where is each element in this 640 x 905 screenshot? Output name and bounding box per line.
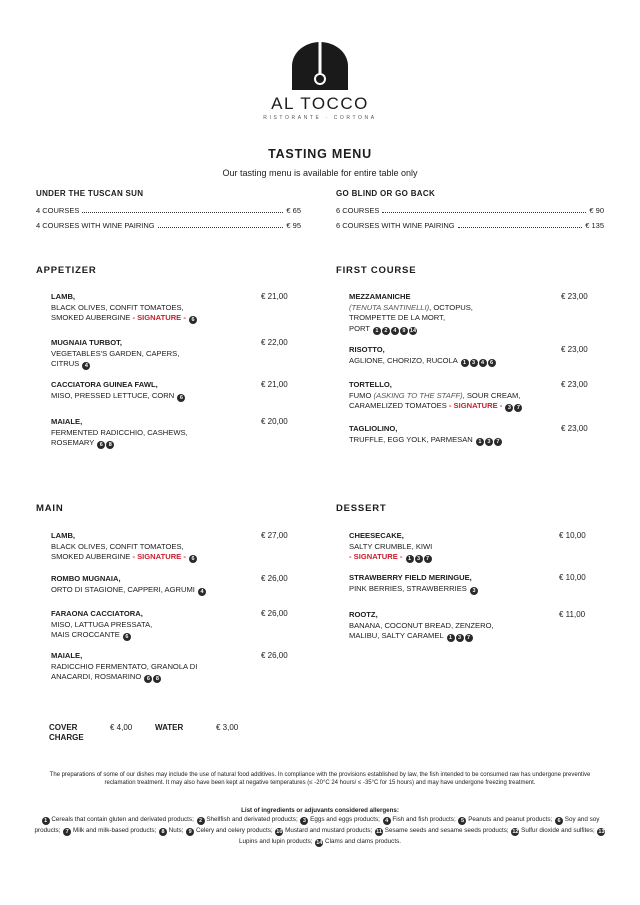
allergen-entry: [299, 816, 381, 823]
allergen-badge-icon: 14: [409, 327, 417, 334]
dish-description-text: ROSEMARY: [51, 438, 95, 448]
allergen-text: Milk and milk-based products;: [71, 826, 158, 834]
additives-note: The preparations of some of our dishes may include the use of natural food additives. In compliance with the provisions established by law, the fish intended to be consumed raw has undergone preventive reclamation treatment. It may also have been kept at negative temperatures (≤ -20°C 24 hours/ ≤ -35°C for 15 hours) and may have undergone freezing treatment.: [49, 772, 591, 786]
dish-description-text: PORT: [349, 323, 370, 333]
dot-leader: [458, 227, 583, 228]
dish-price: € 21,00: [261, 292, 288, 301]
allergen-text: Shellfish and derivated products;: [204, 816, 300, 823]
package-row: [36, 221, 301, 230]
allergen-badge-icon: 4: [391, 327, 399, 335]
dish-description-line: [349, 552, 554, 563]
spacer: [195, 585, 197, 594]
allergen-badge-icon: 8: [153, 675, 161, 683]
dish-description-line: [51, 662, 256, 673]
dish-description-line: [349, 435, 554, 446]
logo-block: [0, 42, 640, 121]
menu-item: [51, 609, 256, 641]
dish-name: STRAWBERRY FIELD MERINGUE,: [349, 573, 472, 582]
allergen-badge-icon: 9: [186, 828, 194, 836]
dish-description-text: VEGETABLES'S GARDEN, CAPERS,: [51, 348, 180, 358]
allergen-badge-icon: 6: [177, 394, 185, 402]
dish-description-text: BLACK OLIVES, CONFIT TOMATOES,: [51, 541, 184, 551]
allergen-badge-icon: 4: [82, 362, 90, 370]
package-price: € 135: [585, 221, 604, 230]
allergen-badge-icon: 1: [476, 438, 484, 446]
dish-description-text: , SOUR CREAM,: [462, 390, 521, 400]
dish-name: ROOTZ,: [349, 610, 378, 619]
dish-price: € 10,00: [559, 573, 586, 582]
menu-item: [51, 338, 256, 370]
allergen-badge-icon: 3: [300, 817, 308, 825]
spacer: [457, 356, 459, 365]
dish-note: (ASKING TO THE STAFF): [373, 390, 463, 400]
dish-price: € 22,00: [261, 338, 288, 347]
allergen-badge-icon: 6: [97, 441, 105, 449]
dish-description-line: [349, 313, 554, 324]
dish-price: € 23,00: [561, 292, 588, 301]
menu-item: [51, 651, 256, 683]
package-heading: UNDER THE TUSCAN SUN: [36, 189, 144, 198]
dish-description-text: TROMPETTE DE LA MORT,: [349, 313, 446, 323]
dish-name: MEZZAMANICHE: [349, 292, 411, 301]
dish-description-text: FERMENTED RADICCHIO, CASHEWS,: [51, 427, 188, 437]
dish-description-line: [51, 313, 256, 324]
allergen-badge-icon: 1: [42, 817, 50, 825]
cover-charge-label: COVER CHARGE: [49, 723, 84, 742]
allergen-text: Lupins and lupin products;: [239, 837, 315, 845]
dish-name: CHEESECAKE,: [349, 531, 404, 540]
dish-name: ROMBO MUGNAIA,: [51, 574, 121, 583]
dish-description-line: [51, 585, 256, 596]
dish-description-text: AGLIONE, CHORIZO, RUCOLA: [349, 355, 458, 365]
allergen-entry: [274, 827, 374, 834]
menu-item: [349, 380, 554, 412]
allergen-badge-icon: 4: [198, 588, 206, 596]
allergen-text: Fish and fish products;: [390, 816, 458, 823]
menu-item: [51, 417, 256, 449]
allergen-badge-icon: 2: [382, 327, 390, 335]
package-label: 4 COURSES WITH WINE PAIRING: [36, 221, 155, 230]
allergen-text: Eggs and eggs products;: [308, 816, 382, 823]
allergen-entry: [382, 816, 458, 823]
dish-price: € 26,00: [261, 651, 288, 660]
spacer: [174, 391, 176, 400]
spacer: [473, 435, 475, 444]
allergen-badge-icon: 1: [447, 634, 455, 642]
package-go-blind: [336, 189, 604, 230]
allergen-entry: [62, 827, 158, 834]
dish-description-line: [349, 542, 554, 553]
allergen-badge-icon: 6: [555, 817, 563, 825]
allergen-badge-icon: 7: [494, 438, 502, 446]
section-heading-main: MAIN: [36, 503, 64, 514]
dish-description-text: BANANA, COCONUT BREAD, ZENZERO,: [349, 620, 494, 630]
dish-name: TORTELLO,: [349, 380, 392, 389]
allergen-text: Clams and clams products.: [323, 837, 401, 845]
page-subtitle: Our tasting menu is available for entire table only: [222, 168, 418, 178]
dish-name: FARAONA CACCIATORA,: [51, 609, 143, 618]
dish-description-line: [349, 324, 554, 335]
package-label: 6 COURSES WITH WINE PAIRING: [336, 221, 455, 230]
allergen-text: Sesame seeds and sesame seeds products;: [383, 826, 511, 834]
dish-description-text: CARAMELIZED TOMATOES: [349, 401, 447, 411]
allergen-text: Soy and soy products;: [34, 816, 600, 834]
allergen-badge-icon: 6: [189, 555, 197, 563]
allergen-badge-icon: 11: [376, 828, 382, 835]
spacer: [443, 631, 445, 640]
spacer: [94, 438, 96, 447]
allergen-text: Celery and celery products;: [194, 826, 275, 834]
allergen-badge-icon: 3: [415, 555, 423, 563]
dish-description-line: [51, 359, 256, 370]
dish-description-line: [51, 542, 256, 553]
dish-description-line: [51, 349, 256, 360]
package-label: 6 COURSES: [336, 206, 380, 215]
dish-description-text: SMOKED AUBERGINE: [51, 552, 131, 562]
menu-item: [349, 424, 554, 446]
allergen-badge-icon: 6: [189, 316, 197, 324]
allergen-badge-icon: 12: [512, 828, 519, 835]
dish-description-line: [349, 401, 554, 412]
dish-name: RISOTTO,: [349, 345, 385, 354]
spacer: [120, 630, 122, 639]
water-label: WATER: [155, 723, 184, 732]
spacer: [141, 672, 143, 681]
allergen-entry: [185, 827, 274, 834]
allergen-badge-icon: 7: [424, 555, 432, 563]
page-title: TASTING MENU: [268, 147, 372, 161]
menu-item: [51, 380, 256, 402]
allergen-badge-icon: 1: [461, 359, 469, 367]
package-price: € 90: [589, 206, 604, 215]
dot-leader: [82, 212, 283, 213]
spacer: [79, 359, 81, 368]
dish-description-text: RADICCHIO FERMENTATO, GRANOLA DI: [51, 661, 198, 671]
dish-description-line: [51, 630, 256, 641]
dish-description-line: [51, 303, 256, 314]
allergen-entry: [158, 827, 185, 834]
dish-description-line: [349, 584, 554, 595]
allergen-badge-icon: 10: [276, 828, 283, 835]
dish-price: € 26,00: [261, 574, 288, 583]
signature-label: - SIGNATURE -: [349, 552, 405, 562]
allergen-entry: [457, 816, 554, 823]
menu-item: [349, 345, 554, 367]
allergen-badge-icon: 9: [400, 327, 408, 335]
allergen-entry: [510, 827, 596, 834]
allergen-badge-icon: 2: [197, 817, 205, 825]
dish-description-line: [51, 438, 256, 449]
allergen-text: Sulfur dioxide and sulfites;: [519, 826, 597, 834]
dish-description-line: [349, 391, 554, 402]
section-heading-appetizer: APPETIZER: [36, 265, 97, 276]
dish-price: € 21,00: [261, 380, 288, 389]
al-tocco-logo-icon: [290, 42, 350, 90]
dish-description-line: [51, 552, 256, 563]
dish-name: MUGNAIA TURBOT,: [51, 338, 123, 347]
dish-price: € 26,00: [261, 609, 288, 618]
dish-description-line: [51, 620, 256, 631]
dish-name: CACCIATORA GUINEA FAWL,: [51, 380, 158, 389]
water-price: € 3,00: [216, 723, 239, 732]
dish-description-text: ORTO DI STAGIONE, CAPPERI, AGRUMI: [51, 584, 195, 594]
dot-leader: [382, 212, 586, 213]
allergen-badge-icon: 13: [598, 828, 605, 835]
package-row: [336, 206, 604, 215]
dish-description-line: [349, 631, 554, 642]
dish-description-text: SALTY CRUMBLE, KIWI: [349, 541, 433, 551]
allergen-badge-icon: 7: [63, 828, 71, 836]
allergen-badge-icon: 6: [144, 675, 152, 683]
dish-price: € 20,00: [261, 417, 288, 426]
allergen-text: Peanuts and peanut products;: [466, 816, 554, 823]
dish-price: € 11,00: [559, 610, 586, 619]
dish-description-text: MAIS CROCCANTE: [51, 630, 120, 640]
allergen-badge-icon: 4: [383, 817, 391, 825]
allergen-badge-icon: 1: [406, 555, 414, 563]
allergen-badge-icon: 3: [456, 634, 464, 642]
allergen-text: Nuts;: [167, 826, 186, 834]
package-row: [36, 206, 301, 215]
allergen-entry: [196, 816, 300, 823]
allergen-badge-icon: 8: [159, 828, 167, 836]
allergen-badge-icon: 3: [505, 404, 513, 412]
menu-item: [349, 610, 554, 642]
dish-description-line: [349, 621, 554, 632]
allergen-entry: [314, 838, 401, 845]
allergen-entry: [374, 827, 510, 834]
allergen-badge-icon: 3: [485, 438, 493, 446]
dish-description-line: [51, 391, 256, 402]
dish-description-text: MISO, LATTUGA PRESSATA,: [51, 619, 153, 629]
brand-subtitle: RISTORANTE · CORTONA: [263, 115, 377, 121]
dish-price: € 23,00: [561, 424, 588, 433]
dish-description-text: FUMO: [349, 390, 374, 400]
dish-description-text: BLACK OLIVES, CONFIT TOMATOES,: [51, 302, 184, 312]
dish-description-text: PINK BERRIES, STRAWBERRIES: [349, 583, 467, 593]
dish-description-text: TRUFFLE, EGG YOLK, PARMESAN: [349, 434, 473, 444]
dish-description-text: MALIBU, SALTY CARAMEL: [349, 631, 444, 641]
dish-description-text: ANACARDI, ROSMARINO: [51, 672, 142, 682]
package-price: € 65: [286, 206, 301, 215]
signature-label: - SIGNATURE -: [446, 401, 505, 411]
cover-charge-price: € 4,00: [110, 723, 133, 732]
allergen-list: [30, 815, 610, 847]
section-heading-first-course: FIRST COURSE: [336, 265, 417, 276]
allergen-text: Cereals that contain gluten and derivated products;: [49, 816, 196, 823]
allergen-badge-icon: 4: [479, 359, 487, 367]
dot-leader: [158, 227, 284, 228]
allergen-badge-icon: 3: [470, 359, 478, 367]
dish-description-text: MISO, PRESSED LETTUCE, CORN: [51, 390, 175, 400]
dish-description-line: [349, 356, 554, 367]
dish-price: € 10,00: [559, 531, 586, 540]
dish-name: MAIALE,: [51, 417, 83, 426]
package-label: 4 COURSES: [36, 206, 80, 215]
dish-price: € 27,00: [261, 531, 288, 540]
spacer: [370, 324, 372, 333]
signature-label: - SIGNATURE -: [130, 552, 188, 562]
allergen-text: Mustard and mustard products;: [283, 826, 375, 834]
allergen-badge-icon: 3: [470, 587, 478, 595]
allergen-badge-icon: 1: [373, 327, 381, 335]
dish-description-line: [51, 428, 256, 439]
package-price: € 95: [286, 221, 301, 230]
package-row: [336, 221, 604, 230]
package-heading: GO BLIND OR GO BACK: [336, 189, 436, 198]
menu-item: [349, 531, 554, 563]
allergen-badge-icon: 7: [514, 404, 522, 412]
menu-item: [349, 573, 554, 595]
dish-description-text: SMOKED AUBERGINE: [51, 313, 131, 323]
allergen-list-title: List of ingredients or adjuvants considered allergens:: [241, 807, 399, 814]
signature-label: - SIGNATURE -: [130, 313, 188, 323]
allergen-badge-icon: 8: [106, 441, 114, 449]
dish-name: LAMB,: [51, 292, 76, 301]
allergen-badge-icon: 6: [123, 633, 131, 641]
allergen-entry: [41, 816, 196, 823]
allergen-badge-icon: 6: [488, 359, 496, 367]
dish-name: MAIALE,: [51, 651, 83, 660]
dish-price: € 23,00: [561, 380, 588, 389]
section-heading-dessert: DESSERT: [336, 503, 387, 514]
menu-item: [51, 574, 256, 596]
package-tuscan-sun: [36, 189, 301, 230]
brand-name: AL TOCCO: [271, 94, 369, 113]
dish-description-line: [349, 303, 554, 314]
dish-name: LAMB,: [51, 531, 76, 540]
dish-price: € 23,00: [561, 345, 588, 354]
allergen-badge-icon: 7: [465, 634, 473, 642]
dish-name: TAGLIOLINO,: [349, 424, 398, 433]
menu-item: [51, 531, 256, 563]
dish-note: (TENUTA SANTINELLI): [349, 302, 430, 312]
allergen-badge-icon: 5: [458, 817, 466, 825]
allergen-badge-icon: 14: [316, 839, 323, 846]
dish-description-text: , OCTOPUS,: [429, 302, 473, 312]
spacer: [467, 584, 469, 593]
dish-description-text: CITRUS: [51, 359, 80, 369]
dish-description-line: [51, 672, 256, 683]
menu-item: [349, 292, 554, 335]
menu-item: [51, 292, 256, 324]
